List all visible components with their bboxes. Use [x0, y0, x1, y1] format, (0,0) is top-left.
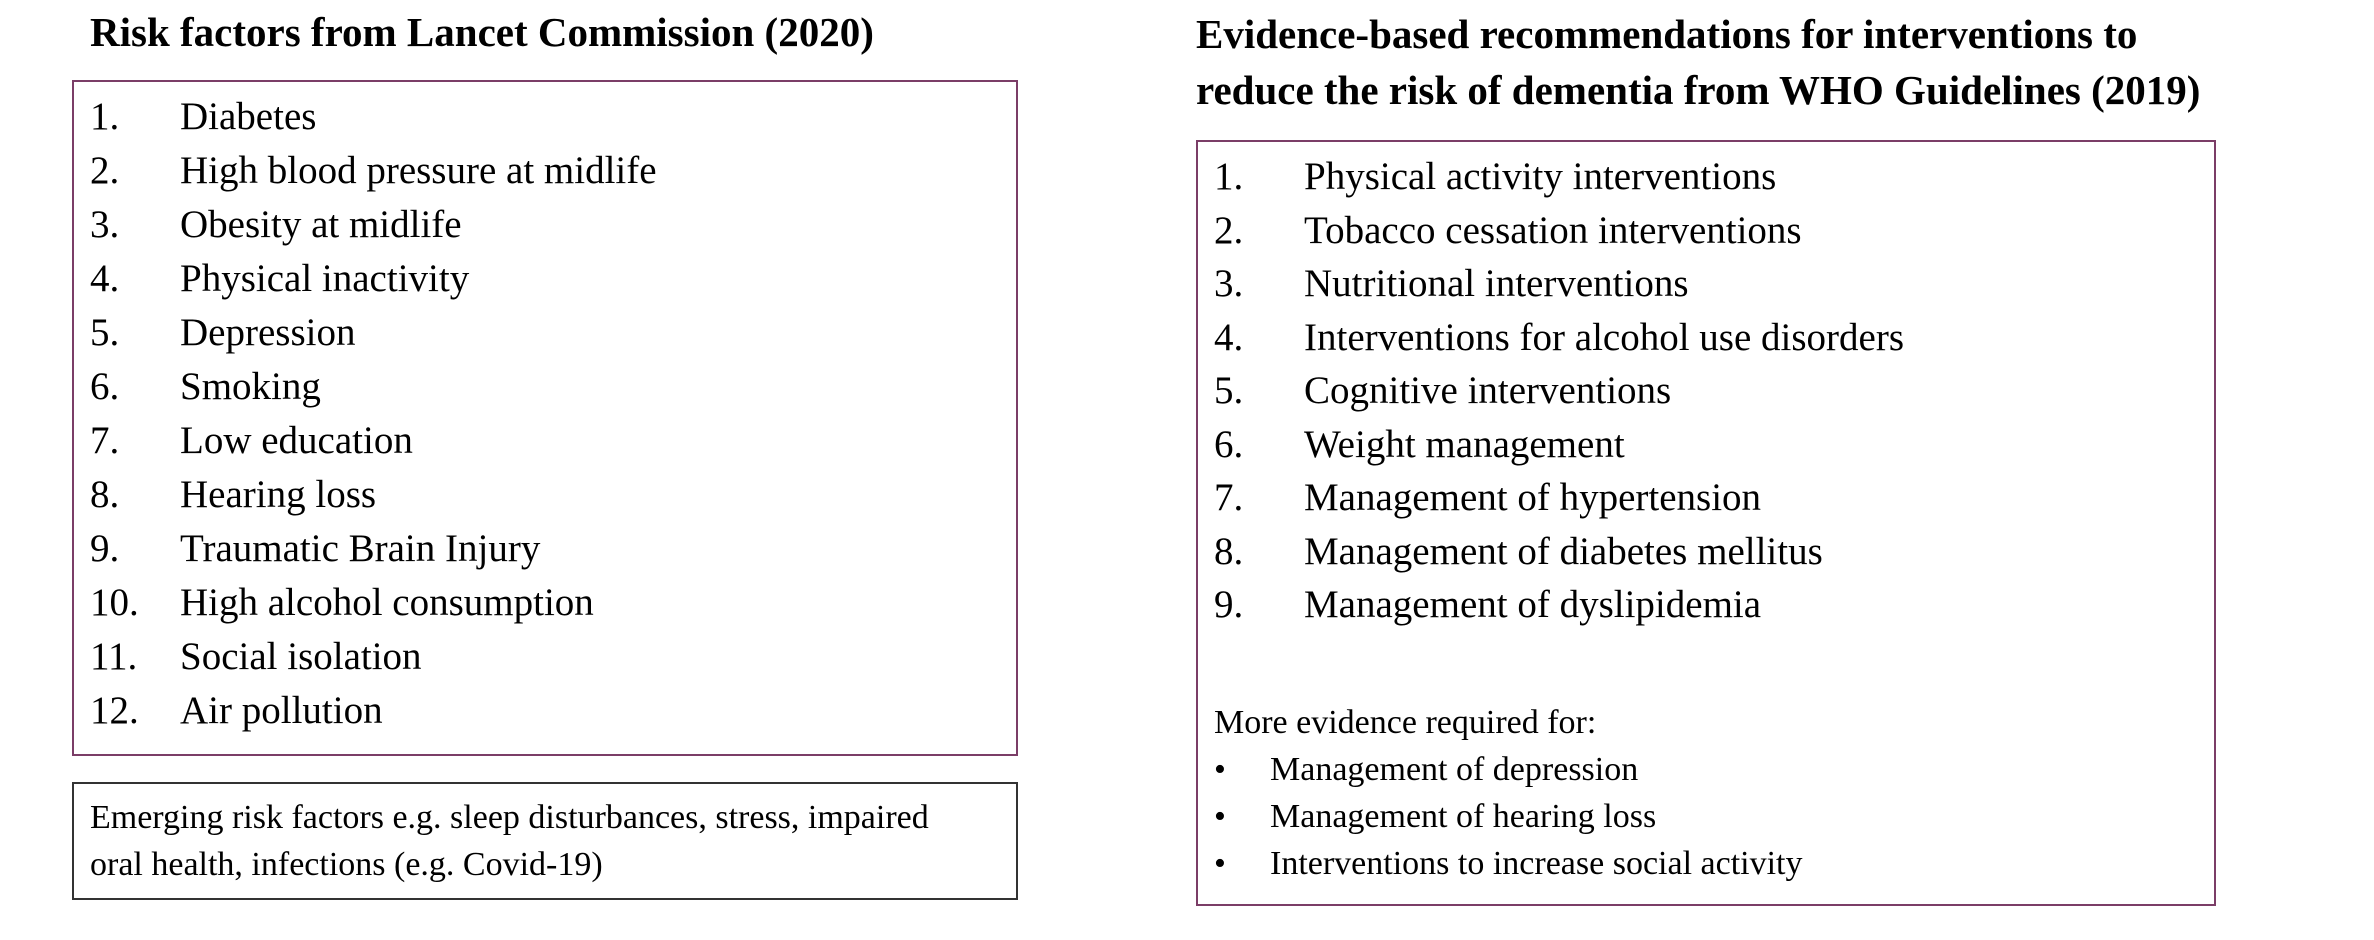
list-item: [90, 144, 1016, 198]
item-number: 6.: [90, 365, 120, 408]
risk-factors-box: [72, 80, 1018, 756]
more-evidence-label: More evidence required for:: [1214, 703, 1597, 741]
item-label: Management of depression: [1270, 750, 1639, 788]
item-label: Nutritional interventions: [1304, 262, 1689, 305]
item-label: Smoking: [180, 365, 321, 408]
item-label: Interventions for alcohol use disorders: [1304, 315, 1905, 359]
item-label: Tobacco cessation interventions: [1304, 208, 1802, 252]
list-item: [90, 576, 1016, 630]
emerging-risk-factors-box: [72, 782, 1018, 900]
list-item: [90, 630, 1016, 684]
list-item: [1214, 311, 2214, 365]
list-item: [1214, 746, 2214, 793]
item-number: 4.: [90, 257, 120, 300]
item-number: 3.: [1214, 262, 1244, 305]
who-recommendations-list: [1198, 142, 2214, 632]
item-number: 12.: [90, 689, 139, 732]
item-label: Management of hypertension: [1304, 476, 1762, 519]
list-item: [1214, 840, 2214, 887]
list-item: [90, 468, 1016, 522]
item-number: 1.: [1214, 155, 1244, 198]
bullet-icon: •: [1214, 750, 1226, 788]
list-item: [1214, 204, 2214, 258]
item-number: 9.: [90, 527, 120, 570]
item-label: High alcohol consumption: [180, 581, 594, 624]
list-item: [90, 684, 1016, 738]
item-label: Interventions to increase social activity: [1270, 844, 1803, 882]
item-label: Hearing loss: [180, 473, 377, 516]
list-item: [1214, 150, 2214, 204]
bullet-icon: •: [1214, 844, 1226, 882]
item-number: 5.: [1214, 369, 1244, 412]
list-item: [90, 414, 1016, 468]
item-label: Diabetes: [180, 95, 317, 138]
item-label: Management of dyslipidemia: [1304, 583, 1762, 626]
item-number: 5.: [90, 311, 120, 354]
list-item: [1214, 578, 2214, 632]
item-label: Management of diabetes mellitus: [1304, 529, 1823, 573]
list-item: [90, 198, 1016, 252]
item-number: 3.: [90, 203, 120, 246]
item-number: 2.: [90, 149, 120, 192]
item-number: 8.: [1214, 529, 1244, 573]
list-item: [90, 360, 1016, 414]
list-item: [1214, 471, 2214, 525]
list-item: [90, 252, 1016, 306]
item-label: Physical inactivity: [180, 257, 470, 300]
item-label: Management of hearing loss: [1270, 797, 1657, 835]
item-label: Air pollution: [180, 689, 383, 732]
who-heading-line1: Evidence-based recommendations for interventions to: [1196, 11, 2138, 57]
list-item: [90, 522, 1016, 576]
list-item: [90, 306, 1016, 360]
item-number: 7.: [1214, 476, 1244, 519]
list-item: [90, 90, 1016, 144]
item-number: 8.: [90, 473, 120, 516]
item-label: Obesity at midlife: [180, 203, 462, 246]
item-label: Depression: [180, 311, 356, 354]
who-recommendations-box: [1196, 140, 2216, 906]
more-evidence-list: [1198, 746, 2214, 887]
item-number: 6.: [1214, 422, 1244, 466]
list-item: [1214, 418, 2214, 472]
item-number: 1.: [90, 95, 120, 138]
item-label: Weight management: [1304, 422, 1625, 466]
item-label: Low education: [180, 419, 413, 462]
emerging-risk-factors-text: Emerging risk factors e.g. sleep disturbances, stress, impaired oral health, infections (e.g. Covid-19): [90, 799, 929, 883]
item-number: 10.: [90, 581, 139, 624]
who-heading-line2: reduce the risk of dementia from WHO Guidelines (2019): [1196, 67, 2201, 113]
lancet-heading: Risk factors from Lancet Commission (2020): [90, 9, 874, 55]
list-item: [1214, 257, 2214, 311]
item-label: Traumatic Brain Injury: [180, 527, 541, 570]
list-item: [1214, 525, 2214, 579]
item-number: 9.: [1214, 583, 1244, 626]
list-item: [1214, 364, 2214, 418]
risk-factors-list: [74, 82, 1016, 738]
who-heading: [1196, 6, 2200, 118]
item-label: Physical activity interventions: [1304, 155, 1777, 198]
item-number: 7.: [90, 419, 120, 462]
item-label: Cognitive interventions: [1304, 369, 1672, 412]
item-label: High blood pressure at midlife: [180, 149, 657, 192]
item-number: 4.: [1214, 315, 1244, 359]
item-number: 11.: [90, 635, 138, 678]
list-item: [1214, 793, 2214, 840]
item-number: 2.: [1214, 208, 1244, 252]
item-label: Social isolation: [180, 635, 422, 678]
bullet-icon: •: [1214, 797, 1226, 835]
